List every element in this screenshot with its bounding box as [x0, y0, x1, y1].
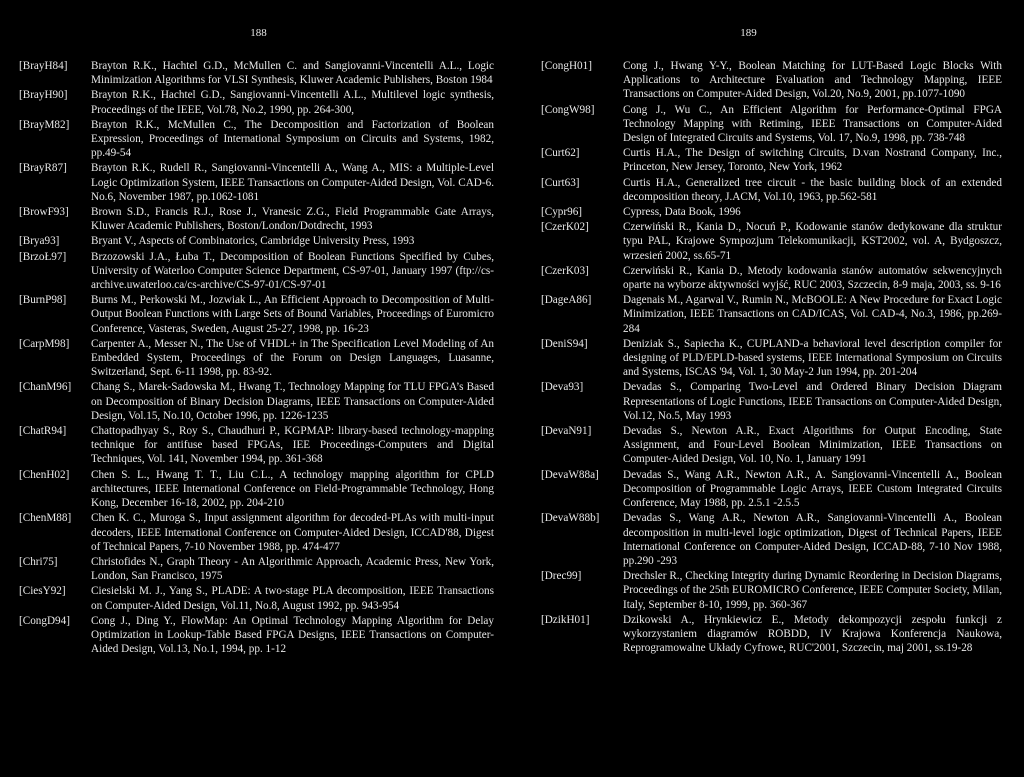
reference-entry	[19, 555, 494, 583]
reference-text: Burns M., Perkowski M., Jozwiak L., An Efficient Approach to Decomposition of Multi-Output Boolean Functions with Large Sets of Bound Variables, Proceedings of Euromicro Conference, Vasteras, Sweden, August 25-27, 1998, pp. 16-23	[91, 294, 494, 335]
reference-key: [DevaN91]	[541, 425, 592, 438]
reference-list	[19, 59, 494, 656]
reference-entry	[19, 424, 494, 467]
reference-key: [CongD94]	[19, 614, 70, 627]
reference-text: Cong J., Ding Y., FlowMap: An Optimal Technology Mapping Algorithm for Delay Optimization in Lookup-Table Based FPGA Designs, IEEE Transactions on Computer-Aided Design, Vol.13, No.1, 1994, pp. 1-12	[91, 614, 494, 656]
reference-list	[541, 59, 1002, 655]
reference-key: [DageA86]	[541, 294, 592, 307]
reference-text: Deniziak S., Sapiecha K., CUPLAND-a behavioral level description compiler for designing of PLD/EPLD-based systems, IEEE International Symposium on Circuits and Systems, ISCAS '94, Vol. 1, 30 May-2 Jun 1994, pp. 201-204	[623, 337, 1002, 379]
reference-key: [Chri75]	[19, 555, 58, 568]
reference-key: [Curt62]	[541, 147, 580, 160]
reference-text: Chen K. C., Muroga S., Input assignment algorithm for decoded-PLAs with multi-input decoders, IEEE International Conference on Computer-Aided Design, ICCAD'88, Digest of Technical Papers, 7-10 November 1988, pp. 474-477	[91, 512, 494, 553]
reference-text: Devadas S., Newton A.R., Exact Algorithms for Output Encoding, State Assignment, and Four-Level Boolean Minimization, IEEE Transactions on Computer-Aided Design, Vol. 10, No. 1, January 1991	[623, 425, 1002, 466]
reference-entry	[541, 103, 1002, 146]
reference-key: [CzerK03]	[541, 264, 589, 277]
reference-key: [BrayH90]	[19, 89, 68, 102]
reference-key: [BrzoŁ97]	[19, 250, 67, 263]
reference-text: Devadas S., Comparing Two-Level and Ordered Binary Decision Diagram Representations of Logic Functions, IEEE Transactions on Computer-Aided Design, Vol.12, No.5, May 1993	[623, 381, 1002, 422]
reference-key: [BurnP98]	[19, 294, 67, 307]
reference-text: Cypress, Data Book, 1996	[623, 206, 741, 219]
reference-text: Devadas S., Wang A.R., Newton A.R., Sangiovanni-Vincentelli A., Boolean decomposition in multi-level logic optimization, Digest of Technical Papers, IEEE International Conference on Computer-Aided Design, ICCAD-88, 7-10 Nov 1988, pp.290 -293	[623, 512, 1002, 567]
reference-text: Bryant V., Aspects of Combinatorics, Cambridge University Press, 1993	[91, 235, 415, 248]
reference-entry	[541, 337, 1002, 380]
reference-text: Cong J., Wu C., An Efficient Algorithm for Performance-Optimal FPGA Technology Mapping with Retiming, IEEE Transactions on Computer-Aided Design of Integrated Circuits and Systems, Vol. 17, No.9, 1998, pp. 738-748	[623, 103, 1002, 145]
reference-key: [Deva93]	[541, 381, 584, 394]
reference-text: Brayton R.K., McMullen C., The Decomposition and Factorization of Boolean Expression, Proceedings of International Symposium on Circuits and Systems, 1982, pp.49-54	[91, 118, 494, 160]
reference-entry	[541, 176, 1002, 204]
reference-text: Brayton R.K., Rudell R., Sangiovanni-Vincentelli A., Wang A., MIS: a Multiple-Level Logic Optimization System, IEEE Transactions on Computer-Aided Design, Vol. CAD-6. No.6, November 1987, pp.1062-1081	[91, 162, 494, 203]
reference-entry	[19, 118, 494, 161]
reference-entry	[541, 380, 1002, 423]
reference-key: [ChatR94]	[19, 425, 67, 438]
reference-key: [Brya93]	[19, 235, 60, 248]
reference-text: Czerwiński R., Kania D., Nocuń P., Kodowanie stanów dedykowane dla struktur typu PAL, Krajowe Sympozjum Telekomunikacji, KST2002, vol. A, Bydgoszcz, wrzesień 2002, ss.65-71	[623, 221, 1002, 262]
right-page	[512, 0, 1024, 777]
reference-text: Dzikowski A., Hrynkiewicz E., Metody dekompozycji zespołu funkcji z wykorzystaniem diagramów ROBDD, IV Krajowa Konferencja Naukowa, Reprogramowalne Układy Cyfrowe, RUC'2001, Szczecin, maj 2001, ss.19-28	[623, 613, 1002, 655]
reference-entry	[541, 424, 1002, 467]
reference-key: [DevaW88b]	[541, 512, 600, 525]
reference-key: [DeniS94]	[541, 337, 588, 350]
reference-key: [ChenM88]	[19, 512, 72, 525]
reference-text: Chang S., Marek-Sadowska M., Hwang T., Technology Mapping for TLU FPGA’s Based on Decomposition of Binary Decision Diagrams, IEEE Transactions on Computer-Aided Design, Vol.15, No.10, October 1996, pp. 1226-1235	[91, 381, 494, 422]
reference-entry	[19, 234, 494, 248]
reference-key: [CarpM98]	[19, 337, 70, 350]
reference-entry	[541, 146, 1002, 174]
reference-key: [BrayH84]	[19, 60, 68, 72]
reference-entry	[19, 161, 494, 204]
reference-key: [CongW98]	[541, 103, 595, 116]
reference-entry	[541, 220, 1002, 263]
reference-entry	[19, 88, 494, 116]
reference-text: Drechsler R., Checking Integrity during Dynamic Reordering in Decision Diagrams, Proceedings of the 25th EUROMICRO Conference, IEEE Computer Society, Milan, Italy, September 8-10, 1999, pp. 360-367	[623, 570, 1002, 611]
reference-text: Brzozowski J.A., Łuba T., Decomposition of Boolean Functions Specified by Cubes, University of Waterloo Computer Science Department, CS-97-01, January 1997 (ftp://cs-archive.uwaterloo.ca/cs-archive/CS-97-01/CS-97-01	[91, 250, 494, 292]
reference-entry	[19, 614, 494, 657]
reference-entry	[19, 293, 494, 336]
reference-text: Chen S. L., Hwang T. T., Liu C.L., A technology mapping algorithm for CPLD architectures, IEEE International Conference on Field-Programmable Technology, Hong Kong, December 16-18, 2002, pp. 204-210	[91, 468, 494, 510]
reference-key: [DevaW88a]	[541, 468, 599, 481]
reference-entry	[541, 205, 1002, 219]
reference-entry	[19, 205, 494, 233]
reference-entry	[19, 584, 494, 612]
reference-text: Brayton R.K., Hachtel G.D., Sangiovanni-Vincentelli A.L., Multilevel logic synthesis, Proceedings of the IEEE, Vol.78, No.2, 1990, pp. 264-300,	[91, 89, 494, 116]
reference-entry	[541, 264, 1002, 292]
reference-entry	[541, 59, 1002, 102]
reference-text: Curtis H.A., Generalized tree circuit - the basic building block of an extended decomposition theory, J.ACM, Vol.10, 1963, pp.562-581	[623, 176, 1002, 203]
reference-entry	[19, 59, 494, 87]
reference-text: Brown S.D., Francis R.J., Rose J., Vranesic Z.G., Field Programmable Gate Arrays, Kluwer Academic Publishers, Boston/London/Dotdrecht, 1993	[91, 206, 494, 233]
reference-text: Cong J., Hwang Y-Y., Boolean Matching for LUT-Based Logic Blocks With Applications to Architecture Evaluation and Technology Mapping, IEEE Transactions on Computer-Aided Design, Vol.20, No.9, 2001, pp.1077-1090	[623, 60, 1002, 101]
reference-text: Czerwiński R., Kania D., Metody kodowania stanów automatów sekwencyjnych oparte na wyborze aktywności wyjść, RUC 2003, Szczecin, 8-9 maja, 2003, ss. 9-16	[623, 264, 1002, 292]
reference-key: [CiesY92]	[19, 585, 66, 598]
reference-entry	[19, 250, 494, 293]
reference-entry	[541, 293, 1002, 336]
reference-key: [Curt63]	[541, 176, 580, 189]
reference-text: Curtis H.A., The Design of switching Circuits, D.van Nostrand Company, Inc., Princeton, New Jersey, Toronto, New York, 1962	[623, 147, 1002, 174]
reference-key: [ChanM96]	[19, 381, 72, 394]
reference-key: [CongH01]	[541, 60, 592, 72]
reference-entry	[541, 569, 1002, 612]
reference-text: Carpenter A., Messer N., The Use of VHDL+ in The Specification Level Modeling of An Embedded System, Proceedings of the Forum on Design Languages, Luasanne, Switzerland, Sept. 6-11 1998, pp. 83-92.	[91, 337, 494, 379]
reference-key: [CzerK02]	[541, 221, 589, 234]
reference-entry	[541, 511, 1002, 568]
reference-text: Devadas S., Wang A.R., Newton A.R., A. Sangiovanni-Vincentelli A., Boolean Decomposition of Programmable Logic Arrays, IEEE Custom Integrated Circuits Conference, May 1988, pp. 2.5.1 -2.5.5	[623, 468, 1002, 510]
reference-key: [DzikH01]	[541, 613, 590, 626]
reference-key: [BrowF93]	[19, 206, 69, 219]
reference-entry	[19, 468, 494, 511]
reference-entry	[19, 380, 494, 423]
reference-text: Brayton R.K., Hachtel G.D., McMullen C. and Sangiovanni-Vincentelli A.L., Logic Minimization Algorithms for VLSI Synthesis, Kluwer Academic Publishers, Boston 1984	[91, 60, 494, 87]
reference-key: [BrayR87]	[19, 162, 67, 175]
reference-entry	[19, 337, 494, 380]
page-number: 189	[740, 27, 757, 39]
reference-key: [BrayM82]	[19, 118, 70, 131]
reference-entry	[541, 613, 1002, 656]
reference-entry	[541, 468, 1002, 511]
reference-key: [ChenH02]	[19, 468, 70, 481]
reference-key: [Drec99]	[541, 570, 582, 583]
reference-text: Dagenais M., Agarwal V., Rumin N., McBOOLE: A New Procedure for Exact Logic Minimization, IEEE Transactions on CAD/ICAS, Vol. CAD-4, No.3, 1986, pp.269-284	[623, 294, 1002, 335]
reference-text: Chattopadhyay S., Roy S., Chaudhuri P., KGPMAP: library-based technology-mapping technique for antifuse based FPGAs, IEE Proceedings-Computers and Digital Techniques, Vol. 141, November 1994, pp. 361-368	[91, 425, 494, 466]
reference-key: [Cypr96]	[541, 206, 583, 219]
page-number: 188	[250, 27, 267, 39]
reference-entry	[19, 511, 494, 554]
reference-text: Ciesielski M. J., Yang S., PLADE: A two-stage PLA decomposition, IEEE Transactions on Computer-Aided Design, Vol.11, No.8, August 1992, pp. 943-954	[91, 585, 494, 612]
reference-text: Christofides N., Graph Theory - An Algorithmic Approach, Academic Press, New York, London, San Francisco, 1975	[91, 555, 494, 583]
